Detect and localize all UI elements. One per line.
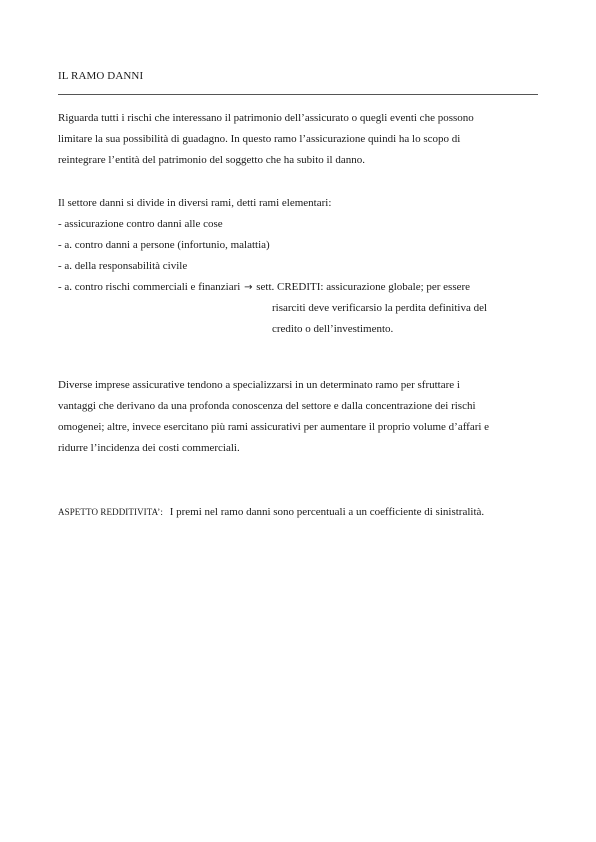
paragraph-line: reintegrare l’entità del patrimonio del soggetto che ha subito il danno. xyxy=(58,154,365,166)
list-intro: Il settore danni si divide in diversi rami, detti rami elementari: xyxy=(58,197,332,209)
paragraph-line: limitare la sua possibilità di guadagno. In questo ramo l’assicurazione quindi ha lo scopo di xyxy=(58,133,461,145)
paragraph-profitability xyxy=(58,506,484,518)
list-item-continuation: risarciti deve verificarsio la perdita definitiva del xyxy=(272,302,488,314)
list-item: - a. contro danni a persone (infortunio, malattia) xyxy=(58,239,270,251)
arrow-right-icon: → xyxy=(244,282,253,293)
paragraph-line: omogenei; altre, invece esercitano più rami assicurativi per aumentare il proprio volume d’affari e xyxy=(58,421,490,433)
list-item: - a. della responsabilità civile xyxy=(58,260,188,272)
list-item-tail: sett. CREDITI: assicurazione globale; per essere xyxy=(256,281,471,293)
title-underline-rule xyxy=(58,94,538,95)
paragraph-line: ridurre l’incidenza dei costi commerciali. xyxy=(58,442,240,454)
paragraph-definition xyxy=(58,108,474,171)
paragraph-specialization xyxy=(58,375,489,459)
list-item-lead: - a. contro rischi commerciali e finanziari xyxy=(58,281,241,293)
paragraph-branches-list xyxy=(58,193,487,340)
paragraph-line: Riguarda tutti i rischi che interessano il patrimonio dell’assicurato o quegli eventi che possono xyxy=(58,112,474,124)
paragraph-line: vantaggi che derivano da una profonda conoscenza del settore e dalla concentrazione dei rischi xyxy=(58,400,476,412)
document-title: IL RAMO DANNI xyxy=(58,70,144,82)
list-item: - assicurazione contro danni alle cose xyxy=(58,218,223,230)
profitability-label: ASPETTO REDDITIVITA’: xyxy=(58,507,163,517)
profitability-text: I premi nel ramo danni sono percentuali a un coefficiente di sinistralità. xyxy=(169,506,485,518)
list-item-credit xyxy=(58,277,487,298)
paragraph-line: Diverse imprese assicurative tendono a specializzarsi in un determinato ramo per sfruttare i xyxy=(58,379,460,391)
list-item-continuation: credito o dell’investimento. xyxy=(272,323,394,335)
